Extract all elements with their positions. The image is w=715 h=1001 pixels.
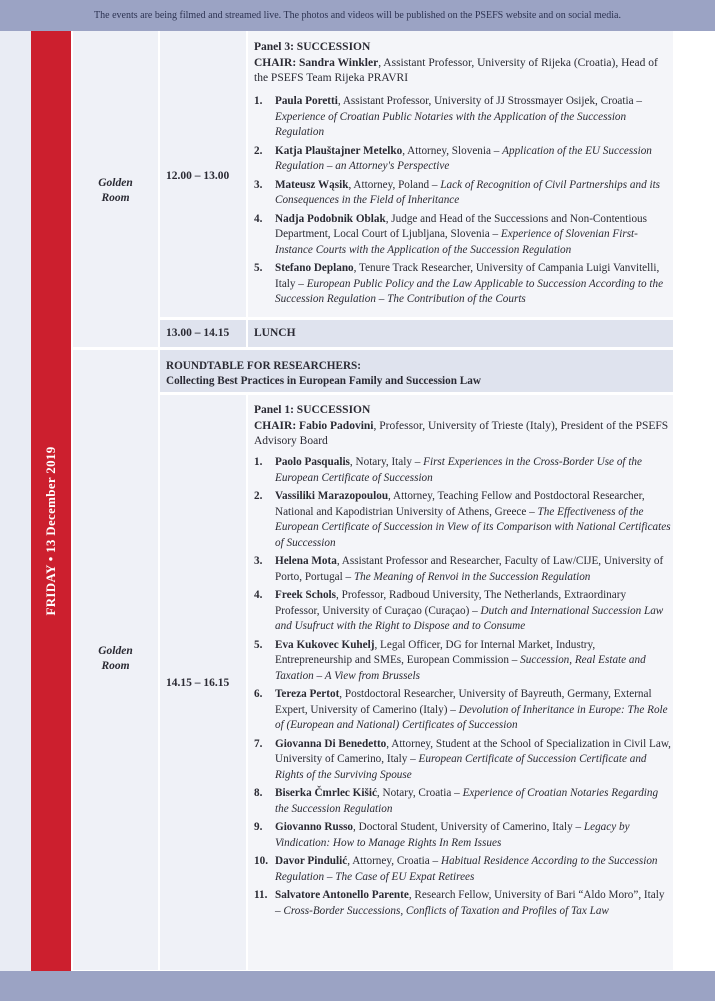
lunch-label: LUNCH xyxy=(254,327,296,339)
day-sidebar xyxy=(31,31,71,971)
session1-room: Golden Room xyxy=(98,177,133,204)
speaker-affiliation: , Notary, Croatia – xyxy=(376,787,463,799)
session2-room-cell xyxy=(73,350,158,970)
speaker-number: 5. xyxy=(254,262,263,274)
speaker-name: Nadja Podobnik Oblak xyxy=(275,212,386,225)
speaker-name: Giovanna Di Benedetto xyxy=(275,737,387,750)
session1-panel-header xyxy=(254,40,669,87)
speaker-item xyxy=(254,820,671,851)
speaker-item xyxy=(254,854,671,885)
talk-title: Lack of Recognition of Civil Partnerships and its Consequences in the Field of Inheritance xyxy=(275,178,661,206)
talk-title: The Effectiveness of the European Certificate of Succession in View of its Comparison with National Certificates of Succession xyxy=(275,505,671,549)
talk-title: Application of the EU Succession Regulation – an Attorney's Perspective xyxy=(275,144,652,172)
speaker-item xyxy=(254,554,671,585)
roundtable-title: ROUNDTABLE FOR RESEARCHERS: xyxy=(166,360,361,372)
speaker-name: Helena Mota xyxy=(275,555,337,567)
speaker-affiliation: , Attorney, Student at the School of Specialization in Civil Law, University of Camerino, Italy – xyxy=(275,737,671,765)
talk-title: European Public Policy and the Law Applicable to Succession According to the Succession Regulation – The Contribution of the Courts xyxy=(275,277,664,305)
speaker-number: 1. xyxy=(254,95,263,107)
filming-notice-banner xyxy=(0,0,715,31)
session1-time: 12.00 – 13.00 xyxy=(166,170,230,182)
speaker-name: Paula Poretti xyxy=(275,95,338,107)
speaker-item xyxy=(254,212,671,259)
lunch-time-cell xyxy=(160,320,246,347)
session2-panel-title: Panel 1: SUCCESSION xyxy=(254,404,371,416)
session1-panel-title: Panel 3: SUCCESSION xyxy=(254,41,371,53)
talk-title: European Certificate of Succession Certificate and Rights of the Surviving Spouse xyxy=(275,753,647,781)
speaker-affiliation: , Legal Officer, DG for Internal Market, Industry, Entrepreneurship and SMEs, European Commission – xyxy=(275,638,596,666)
speaker-number: 9. xyxy=(254,821,263,833)
speaker-affiliation: , Attorney, Teaching Fellow and Postdoctoral Researcher, National and Kapodistrian University of Athens, Greece – xyxy=(275,490,645,518)
lunch-label-cell xyxy=(248,320,673,347)
roundtable-header xyxy=(160,350,673,392)
speaker-item xyxy=(254,261,671,308)
speaker-number: 4. xyxy=(254,212,263,225)
speaker-item xyxy=(254,489,671,551)
speaker-name: Biserka Čmrlec Kišić xyxy=(275,787,377,799)
speaker-number: 11. xyxy=(254,889,268,901)
speaker-number: 7. xyxy=(254,737,263,750)
lunch-time: 13.00 – 14.15 xyxy=(166,327,230,339)
speaker-affiliation: , Attorney, Poland – xyxy=(348,178,441,191)
speaker-affiliation: , Tenure Track Researcher, University of Campania Luigi Vanvitelli, Italy – xyxy=(275,262,660,290)
speaker-item xyxy=(254,687,671,734)
session2-time: 14.15 – 16.15 xyxy=(166,677,230,689)
speaker-affiliation: , Assistant Professor, University of JJ Strossmayer Osijek, Croatia – xyxy=(337,95,642,107)
speaker-item xyxy=(254,888,671,919)
speaker-affiliation: , Attorney, Slovenia – xyxy=(402,144,503,157)
speaker-item xyxy=(254,94,671,141)
roundtable-subtitle: Collecting Best Practices in European Family and Succession Law xyxy=(166,375,481,387)
day-label: FRIDAY • 13 December 2019 xyxy=(43,446,58,616)
session1-chair: CHAIR: Sandra Winkler, Assistant Professor, University of Rijeka (Croatia), Head of the PSEFS Team Rijeka PRAVRI xyxy=(254,56,658,84)
session1-room-cell xyxy=(73,31,158,347)
speaker-item xyxy=(254,588,671,635)
talk-title: Legacy by Vindication: How to Manage Rights In Rem Issues xyxy=(275,821,630,849)
session2-time-cell xyxy=(160,395,246,970)
speaker-affiliation: , Postdoctoral Researcher, University of Bayreuth, Germany, External Expert, University of Camerino (Italy) – xyxy=(275,688,652,716)
speaker-name: Salvatore Antonello Parente xyxy=(275,889,409,901)
speaker-number: 3. xyxy=(254,178,263,191)
session2-chair: CHAIR: Fabio Padovini, Professor, University of Trieste (Italy), President of the PSEFS Advisory Board xyxy=(254,419,669,447)
talk-title: Cross-Border Successions, Conflicts of Taxation and Profiles of Tax Law xyxy=(283,904,609,917)
speaker-item xyxy=(254,638,671,685)
session2-speaker-list xyxy=(254,455,671,922)
talk-title: First Experiences in the Cross-Border Use of the European Certificate of Succession xyxy=(275,456,642,484)
speaker-number: 5. xyxy=(254,638,263,651)
left-margin xyxy=(0,31,31,971)
speaker-affiliation: , Research Fellow, University of Bari “Aldo Moro”, Italy – xyxy=(275,889,665,917)
speaker-item xyxy=(254,786,671,817)
speaker-number: 10. xyxy=(254,855,268,867)
speaker-name: Davor Pindulić xyxy=(275,855,348,867)
speaker-number: 2. xyxy=(254,144,263,157)
speaker-name: Paolo Pasqualis xyxy=(275,456,350,468)
speaker-item xyxy=(254,144,671,175)
speaker-name: Tereza Pertot xyxy=(275,688,340,700)
session1-time-cell xyxy=(160,31,246,317)
talk-title: Dutch and International Succession Law and Usufruct with the Right to Dispose and to Consume xyxy=(275,604,664,632)
speaker-item xyxy=(254,737,671,784)
session2-panel-cell xyxy=(248,395,673,970)
talk-title: Succession, Real Estate and Taxation – A View from Brussels xyxy=(275,654,646,682)
speaker-item xyxy=(254,455,671,486)
speaker-name: Stefano Deplano xyxy=(275,262,354,274)
speaker-item xyxy=(254,178,671,209)
speaker-number: 1. xyxy=(254,456,263,468)
session1-speaker-list xyxy=(254,94,671,311)
talk-title: The Meaning of Renvoi in the Succession Regulation xyxy=(353,570,591,583)
speaker-number: 8. xyxy=(254,787,263,799)
speaker-affiliation: , Judge and Head of the Successions and Non-Contentious Department, Local Court of Ljubljana, Slovenia – xyxy=(275,212,647,240)
speaker-name: Katja Plauštajner Metelko xyxy=(275,144,403,157)
speaker-number: 2. xyxy=(254,490,263,502)
speaker-name: Giovanno Russo xyxy=(275,821,354,833)
session1-panel-cell xyxy=(248,31,673,317)
footer-band xyxy=(0,971,715,1001)
speaker-name: Vassiliki Marazopoulou xyxy=(275,490,389,502)
speaker-number: 4. xyxy=(254,589,263,601)
speaker-number: 3. xyxy=(254,555,263,567)
session2-room: Golden Room xyxy=(98,645,133,672)
speaker-name: Eva Kukovec Kuhelj xyxy=(275,638,375,651)
speaker-affiliation: , Professor, Radboud University, The Netherlands, Extraordinary Professor, University of Curaçao (Curaçao) – xyxy=(275,589,627,617)
speaker-affiliation: , Doctoral Student, University of Camerino, Italy – xyxy=(353,821,584,833)
speaker-affiliation: , Notary, Italy – xyxy=(349,456,424,468)
speaker-name: Mateusz Wąsik xyxy=(275,178,349,191)
filming-notice-text: The events are being filmed and streamed live. The photos and videos will be published on the PSEFS website and on social media. xyxy=(94,10,621,21)
speaker-affiliation: , Attorney, Croatia – xyxy=(347,855,441,867)
talk-title: Experience of Croatian Public Notaries with the Application of the Succession Regulation xyxy=(275,110,627,138)
speaker-number: 6. xyxy=(254,688,263,700)
talk-title: Experience of Croatian Notaries Regarding the Succession Regulation xyxy=(275,787,659,815)
talk-title: Experience of Slovenian First-Instance Courts with the Application of the Succession Regulation xyxy=(275,228,638,256)
speaker-affiliation: , Assistant Professor and Researcher, Faculty of Law/CIJE, University of Porto, Portugal – xyxy=(275,555,664,583)
speaker-name: Freek Schols xyxy=(275,589,337,601)
session2-panel-header xyxy=(254,403,669,450)
talk-title: Devolution of Inheritance in Europe: The Role of (European and National) Certificates of Succession xyxy=(275,703,668,731)
talk-title: Habitual Residence According to the Succession Regulation – The Case of EU Expat Retirees xyxy=(275,855,658,883)
